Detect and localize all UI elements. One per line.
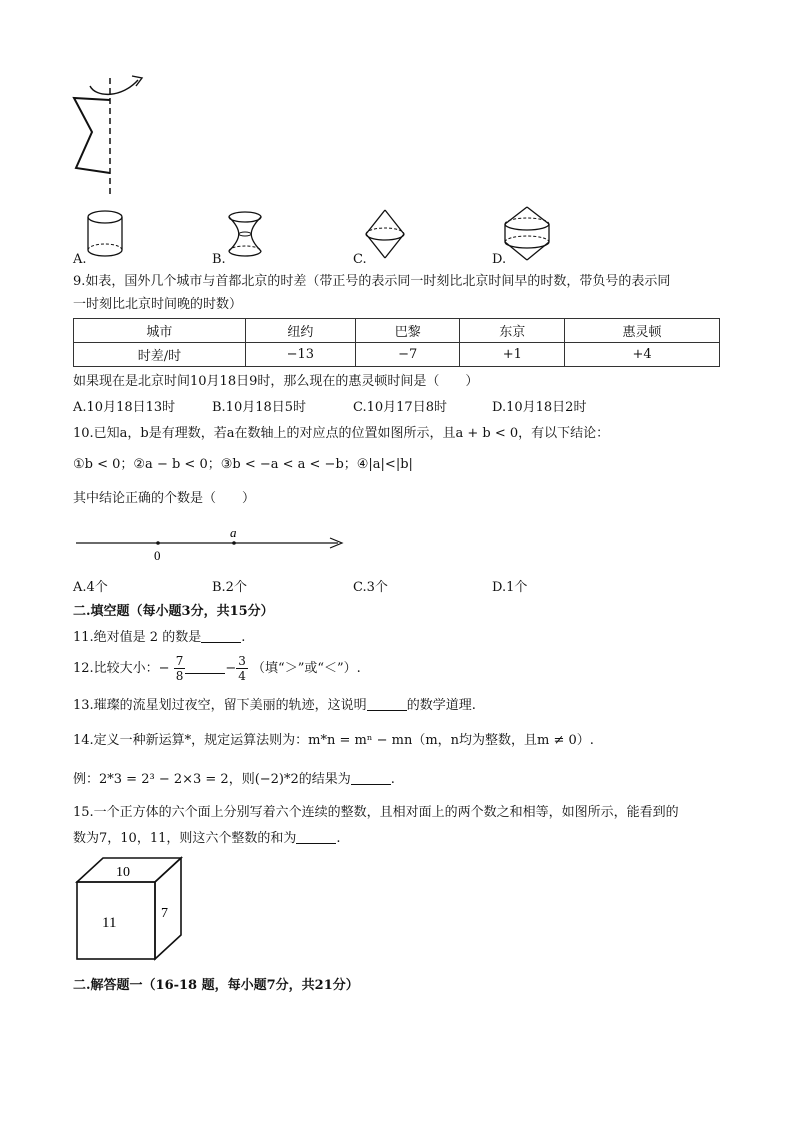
axis-a-label: a — [230, 525, 237, 540]
q12-prefix: 12.比较大小：− — [73, 661, 170, 676]
q14-example — [73, 770, 395, 790]
table-cell: 纽约 — [245, 319, 355, 343]
fraction-denominator: 4 — [238, 669, 246, 683]
q8-option-c[interactable]: C. — [353, 252, 367, 267]
q12-suffix: （填“＞”或“＜”）. — [252, 661, 361, 676]
table-cell: +1 — [460, 343, 565, 367]
table-row — [74, 343, 720, 367]
table-cell: 巴黎 — [355, 319, 460, 343]
q14-example-text: 例：2*3 = 2³ − 2×3 = 2，则(−2)*2的结果为 — [73, 772, 351, 787]
q10-option-c[interactable]: C.3个 — [353, 580, 388, 595]
answer-blank[interactable] — [296, 829, 336, 844]
q9-option-d[interactable]: D.10月18日2时 — [492, 400, 587, 415]
q15-text-line1: 15.一个正方体的六个面上分别写着六个连续的整数，且相对面上的两个数之和相等，如图所示，能看到的 — [73, 805, 679, 820]
table-cell: −7 — [355, 343, 460, 367]
fraction-seven-eighths — [174, 654, 186, 683]
fraction-three-quarters — [236, 654, 248, 683]
answer-blank[interactable] — [201, 628, 241, 643]
fraction-numerator: 7 — [175, 654, 184, 668]
q14-end: . — [390, 772, 395, 787]
q13 — [73, 696, 476, 716]
option-d-cone-cylinder — [500, 204, 554, 264]
cube-front-number: 11 — [102, 915, 117, 931]
table-cell: 时差/时 — [74, 343, 246, 367]
cube-figure — [72, 855, 184, 963]
q9-option-c[interactable]: C.10月17日8时 — [353, 400, 447, 415]
axis-zero-label: 0 — [154, 548, 161, 563]
option-b-hourglass — [222, 208, 268, 260]
q8-option-b[interactable]: B. — [212, 252, 226, 267]
q15-end: . — [336, 831, 341, 846]
cube-side-number: 7 — [161, 906, 168, 921]
q9-option-b[interactable]: B.10月18日5时 — [212, 400, 307, 415]
q10-option-d[interactable]: D.1个 — [492, 580, 528, 595]
answer-blank[interactable] — [367, 696, 407, 711]
table-cell: 东京 — [460, 319, 565, 343]
q9-text-line1: 9.如表，国外几个城市与首都北京的时差（带正号的表示同一时刻比北京时间早的时数，带负号的表示同 — [73, 274, 671, 289]
option-a-cylinder — [82, 208, 128, 260]
q8-option-d[interactable]: D. — [492, 252, 507, 267]
fraction-numerator: 3 — [238, 654, 246, 668]
section-fill-in-title: 二.填空题（每小题3分，共15分） — [73, 604, 274, 619]
q10-option-b[interactable]: B.2个 — [212, 580, 247, 595]
q10-option-a[interactable]: A.4个 — [73, 580, 108, 595]
table-cell: 惠灵顿 — [565, 319, 720, 343]
rotation-figure — [66, 70, 156, 198]
q9-option-a[interactable]: A.10月18日13时 — [73, 400, 176, 415]
number-line — [70, 522, 350, 564]
q9-text-line2: 一时刻比北京时间晚的时数） — [73, 297, 243, 312]
q12 — [73, 652, 361, 686]
q13-end: 的数学道理. — [406, 698, 476, 713]
option-c-double-cone — [360, 206, 410, 262]
table-cell: 城市 — [74, 319, 246, 343]
table-cell: +4 — [565, 343, 720, 367]
q10-text: 10.已知a，b是有理数，若a在数轴上的对应点的位置如图所示，且a + b < 0，有以下结论： — [73, 426, 610, 441]
q11-text: 11.绝对值是 2 的数是 — [73, 630, 202, 645]
cube-top-number: 10 — [116, 865, 130, 880]
section-answer-title: 二.解答题一（16-18 题，每小题7分，共21分） — [73, 978, 359, 993]
q10-question: 其中结论正确的个数是（ ） — [73, 491, 256, 506]
q15-text: 数为7，10，11，则这六个整数的和为 — [73, 831, 297, 846]
answer-blank[interactable] — [351, 770, 391, 785]
q10-conclusions: ①b < 0；②a − b < 0；③b < −a < a < −b；④|a|<|b| — [73, 457, 413, 472]
answer-blank[interactable] — [185, 659, 225, 674]
fraction-denominator: 8 — [175, 669, 184, 683]
table-row — [74, 319, 720, 343]
q15-text-line2 — [73, 829, 341, 849]
q14-text: 14.定义一种新运算*，规定运算法则为：m*n = mⁿ − mn（m，n均为整数，且m ≠ 0）. — [73, 733, 594, 748]
q11 — [73, 628, 245, 648]
time-difference-table — [73, 318, 720, 367]
q11-end: . — [241, 630, 246, 645]
q12-minus: − — [225, 661, 237, 676]
table-cell: −13 — [245, 343, 355, 367]
q8-option-a[interactable]: A. — [73, 252, 87, 267]
q13-text: 13.璀璨的流星划过夜空，留下美丽的轨迹，这说明 — [73, 698, 367, 713]
q9-question: 如果现在是北京时间10月18日9时，那么现在的惠灵顿时间是（ ） — [73, 374, 479, 389]
